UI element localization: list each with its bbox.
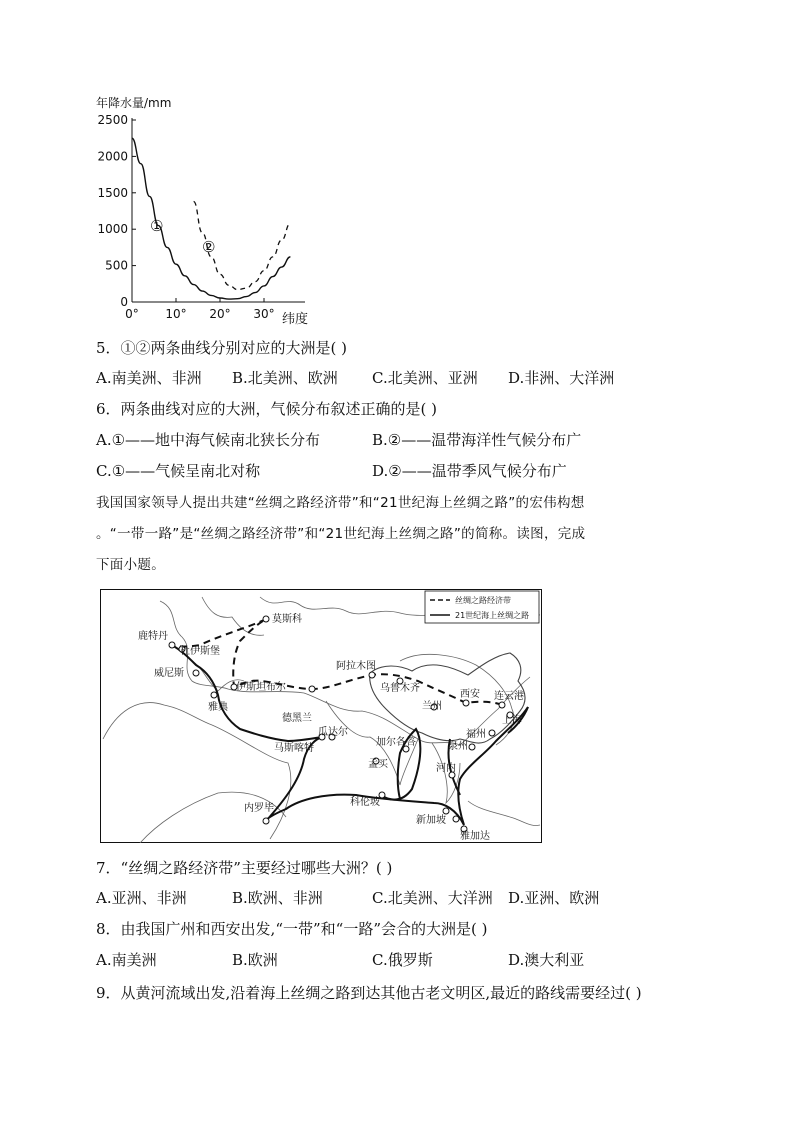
q6-option-a[interactable]: A.①——地中海气候南北狭长分布 (96, 431, 321, 449)
y-tick-label: 1000 (97, 222, 128, 237)
q5-option-b[interactable]: B.北美洲、欧洲 (232, 369, 338, 387)
q8-option-d[interactable]: D.澳大利亚 (508, 951, 585, 969)
legend-road-label: 21世纪海上丝绸之路 (455, 611, 530, 620)
question-7: 7．“丝绸之路经济带”主要经过哪些大洲？( ) (96, 859, 393, 877)
q5-option-a[interactable]: A.南美洲、非洲 (96, 369, 202, 387)
city-almaty: 阿拉木图 (336, 661, 376, 672)
city-istanbul: 伊斯坦布尔 (236, 682, 286, 693)
city-moscow: 莫斯科 (272, 614, 302, 625)
city-lianyungang: 连云港 (494, 691, 524, 702)
city-rotterdam: 鹿特丹 (138, 631, 168, 642)
precipitation-chart (90, 90, 330, 330)
city-shanghai: 上海 (502, 715, 522, 726)
curve-2-label: ② (202, 238, 216, 256)
x-tick-label: 10° (165, 307, 187, 321)
city-fuzhou: 福州 (466, 729, 486, 740)
city-singapore: 新加坡 (416, 815, 446, 826)
q8-option-c[interactable]: C.俄罗斯 (372, 951, 433, 969)
curve-1-label: ① (150, 217, 164, 235)
q6-option-d[interactable]: D.②——温带季风气候分布广 (372, 462, 567, 480)
passage-line-3: 下面小题。 (96, 557, 165, 573)
x-tick-label: 20° (209, 307, 231, 321)
belt-and-road-map (100, 589, 542, 843)
question-8: 8．由我国广州和西安出发,“一带”和“一路”会合的大洲是( ) (96, 920, 488, 938)
x-tick-label: 0° (125, 307, 139, 321)
question-6: 6．两条曲线对应的大洲，气候分布叙述正确的是( ) (96, 400, 438, 418)
city-mumbai: 孟买 (368, 759, 388, 770)
city-tehran: 德黑兰 (282, 713, 312, 724)
q5-option-d[interactable]: D.非洲、大洋洲 (508, 369, 615, 387)
q7-option-b[interactable]: B.欧洲、非洲 (232, 889, 323, 907)
city-lanzhou: 兰州 (422, 701, 442, 712)
y-axis-label: 年降水量/mm (96, 96, 172, 110)
passage-line-2: 。“一带一路”是“丝绸之路经济带”和“21世纪海上丝绸之路”的简称。读图，完成 (96, 526, 586, 542)
city-muscat: 马斯喀特 (274, 743, 314, 754)
city-athens: 雅典 (208, 702, 228, 713)
city-urumqi: 乌鲁木齐 (380, 683, 420, 694)
city-venice: 威尼斯 (154, 668, 184, 679)
city-nairobi: 内罗毕 (244, 803, 274, 814)
q7-option-c[interactable]: C.北美洲、大洋洲 (372, 889, 493, 907)
y-tick-label: 500 (105, 258, 128, 273)
q8-option-a[interactable]: A.南美洲 (96, 951, 157, 969)
x-axis-label: 纬度 (282, 312, 309, 327)
y-tick-label: 1500 (97, 185, 128, 200)
city-kolkata: 加尔各答 (376, 737, 416, 748)
q6-option-c[interactable]: C.①——气候呈南北对称 (96, 462, 261, 480)
city-duisburg: 杜伊斯堡 (180, 646, 220, 657)
question-5: 5．①②两条曲线分别对应的大洲是( ) (96, 339, 348, 357)
city-quanzhou: 泉州 (448, 741, 468, 752)
y-tick-label: 2500 (97, 113, 128, 127)
city-hanoi: 河内 (436, 763, 456, 774)
passage-line-1: 我国国家领导人提出共建“丝绸之路经济带”和“21世纪海上丝绸之路”的宏伟构想 (96, 495, 585, 511)
q7-option-d[interactable]: D.亚洲、欧洲 (508, 889, 600, 907)
city-colombo: 科伦坡 (350, 797, 380, 808)
x-tick-label: 30° (253, 307, 275, 321)
city-xian: 西安 (460, 689, 480, 700)
q7-option-a[interactable]: A.亚洲、非洲 (96, 889, 187, 907)
question-9: 9．从黄河流域出发,沿着海上丝绸之路到达其他古老文明区,最近的路线需要经过( ) (96, 984, 642, 1002)
legend-belt-label: 丝绸之路经济带 (455, 596, 511, 605)
city-gwadar: 瓜达尔 (318, 727, 348, 738)
y-tick-label: 0 (120, 295, 128, 309)
y-tick-label: 2000 (97, 149, 128, 164)
q8-option-b[interactable]: B.欧洲 (232, 951, 278, 969)
q5-option-c[interactable]: C.北美洲、亚洲 (372, 369, 478, 387)
city-jakarta: 雅加达 (460, 831, 490, 842)
q6-option-b[interactable]: B.②——温带海洋性气候分布广 (372, 431, 582, 449)
